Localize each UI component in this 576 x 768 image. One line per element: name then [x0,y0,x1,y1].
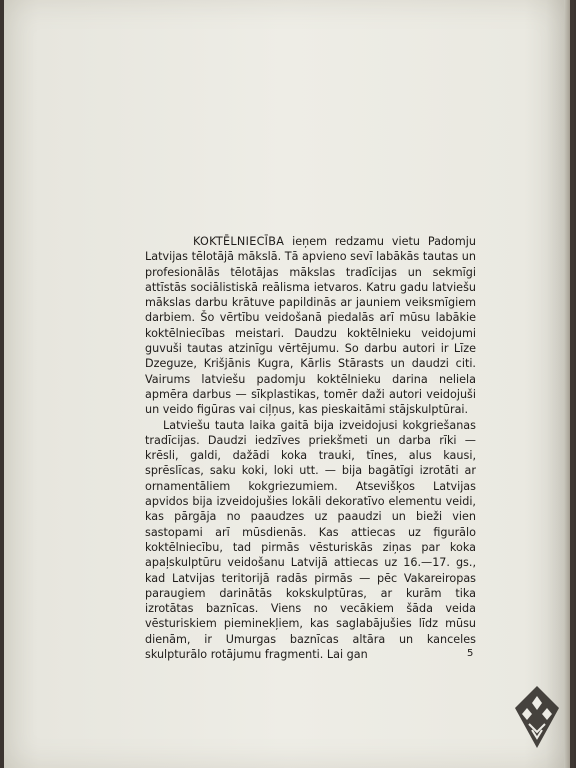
paragraph-1-text: ieņem redzamu vietu Padomju Latvijas tēlotājā mākslā. Tā apvieno sevī labākās tautas un profesionālās tēlotājas mākslas tradīcijas un sekmīgi attīstās sociālistiskā reālisma ietvaros. Katru gadu latviešu mākslas darbu krātuve papildinās ar jauniem veiksmīgiem darbiem. Šo vērtību veidošanā piedalās arī mūsu labākie koktēlniecības meistari. Daudzu koktēlnieku veidojumi guvuši tautas atzinīgu vērtējumu. So darbu autori ir Līze Dzeguze, Krišjānis Kugra, Kārlis Stārasts un daudzi citi. Vairums latviešu padomju koktēlnieku darina neliela apmēra darbus — sīkplastikas, tomēr daži autori veidojuši un veido figūras vai ciļņus, kas pieskaitāmi stājskulptūrai. [145,235,476,417]
paragraph-2: Latviešu tauta laika gaitā bija izveidojusi kokgriešanas tradīcijas. Daudzi iedzīves priekšmeti un darba rīki — krēsli, galdi, dažādi koka trauki, tīnes, alus kausi, sprēslīcas, saku koki, loki utt. — bija bagātīgi izrotāti ar ornamentāliem kokgriezumiem. Atsevišķos Latvijas apvidos bija izveidojušies lokāli dekoratīvo elementu veidi, kas pārgāja no paaudzes uz paaudzi un bieži vien sastopami arī mūsdienās. Kas attiecas uz figurālo koktēlniecību, tad pirmās vēsturiskās ziņas par koka apaļskulptūru veidošanu Latvijā attiecas uz 16.—17. gs., kad Latvijas teritorijā radās pirmās — pēc Vakareiropas paraugiem darinātās kokskulptūras, ar kurām tika izrotātas baznīcas. Viens no vecākiem šāda veida vēsturiskiem pieminekļiem, kas saglabājušies līdz mūsu dienām, ir Umurgas baznīcas altāra un kanceles skulpturālo rotājumu fragmenti. Lai gan [145,418,476,662]
page-number: 5 [467,648,474,659]
book-page [4,0,570,768]
body-text [145,234,476,662]
page-edge [564,0,570,768]
lead-word: KOKTĒLNIECĪBA [193,235,285,248]
library-stamp-icon [515,686,559,748]
paragraph-1 [145,234,476,418]
